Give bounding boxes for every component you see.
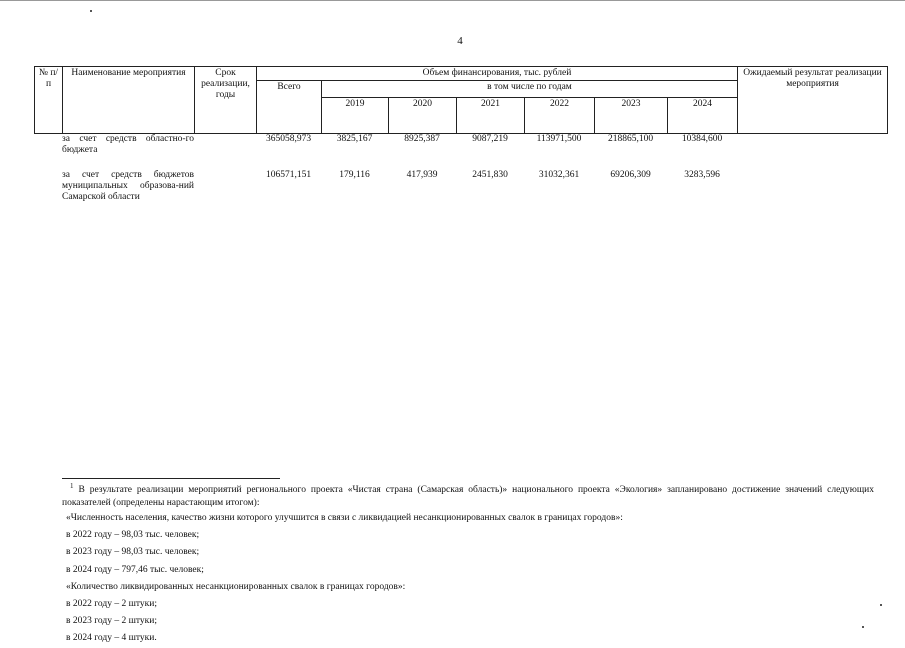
footnote-line: в 2023 году – 2 штуки; <box>66 616 158 627</box>
footnote-text: В результате реализации мероприятий регионального проекта «Чистая страна (Самарская область)» национального проекта «Экология» запланировано достижение значений следующих показателей (определены нарастающим итогом): <box>62 485 874 508</box>
footnote-marker: 1 <box>70 481 74 490</box>
funding-table <box>34 66 888 134</box>
scan-speck <box>862 626 864 628</box>
row-name: за счет средств бюджетов муниципальных образова-ний Самарской области <box>62 170 194 202</box>
header-year: 2020 <box>389 98 457 134</box>
header-num: № п/п <box>35 67 63 134</box>
row-value: 2451,830 <box>472 170 508 180</box>
table-row <box>34 134 754 174</box>
row-value: 8925,387 <box>404 134 440 144</box>
row-value: 10384,600 <box>681 134 723 144</box>
footnote-separator <box>62 478 280 479</box>
footnote-intro <box>62 481 874 509</box>
header-year: 2023 <box>595 98 668 134</box>
footnote-line: в 2022 году – 2 штуки; <box>66 599 158 610</box>
row-value: 3825,167 <box>336 134 373 144</box>
scan-speck <box>90 10 92 12</box>
header-funding-title: Объем финансирования, тыс. рублей <box>257 67 738 81</box>
header-result: Ожидаемый результат реализации мероприятия <box>738 67 888 134</box>
header-year: 2022 <box>525 98 595 134</box>
row-value: 218865,100 <box>607 134 654 144</box>
top-border-line <box>0 0 905 1</box>
footnote-line: в 2024 году – 4 штуки. <box>66 633 157 644</box>
row-value: 179,116 <box>339 170 370 180</box>
footnote-line: «Численность населения, качество жизни которого улучшится в связи с ликвидацией несанкционированных свалок в границах городов»: <box>66 513 623 523</box>
row-value: 113971,500 <box>536 134 582 144</box>
scan-speck <box>880 604 882 606</box>
header-by-years: в том числе по годам <box>322 81 738 98</box>
header-year: 2021 <box>457 98 525 134</box>
row-total: 365058,973 <box>265 134 312 144</box>
header-term: Срок реализации, годы <box>195 67 257 134</box>
header-year: 2019 <box>322 98 389 134</box>
row-value: 69206,309 <box>610 170 651 180</box>
footnote-line: в 2023 году – 98,03 тыс. человек; <box>66 547 200 558</box>
row-total: 106571,151 <box>265 170 312 180</box>
row-name: за счет средств областно-го бюджета <box>62 134 194 155</box>
header-year: 2024 <box>668 98 738 134</box>
footnote-line: «Количество ликвидированных несанкционированных свалок в границах городов»: <box>66 581 406 592</box>
row-value: 31032,361 <box>538 170 580 180</box>
footnote-lines <box>66 510 623 648</box>
footnote-line: в 2024 году – 797,46 тыс. человек; <box>66 564 204 575</box>
row-value: 3283,596 <box>684 170 720 180</box>
header-total: Всего <box>257 81 322 134</box>
row-value: 417,939 <box>406 170 438 180</box>
table-row <box>34 170 754 210</box>
header-name: Наименование мероприятия <box>63 67 195 134</box>
footnote-line: в 2022 году – 98,03 тыс. человек; <box>66 530 200 541</box>
row-value: 9087,219 <box>472 134 508 144</box>
page-number: 4 <box>457 35 463 47</box>
